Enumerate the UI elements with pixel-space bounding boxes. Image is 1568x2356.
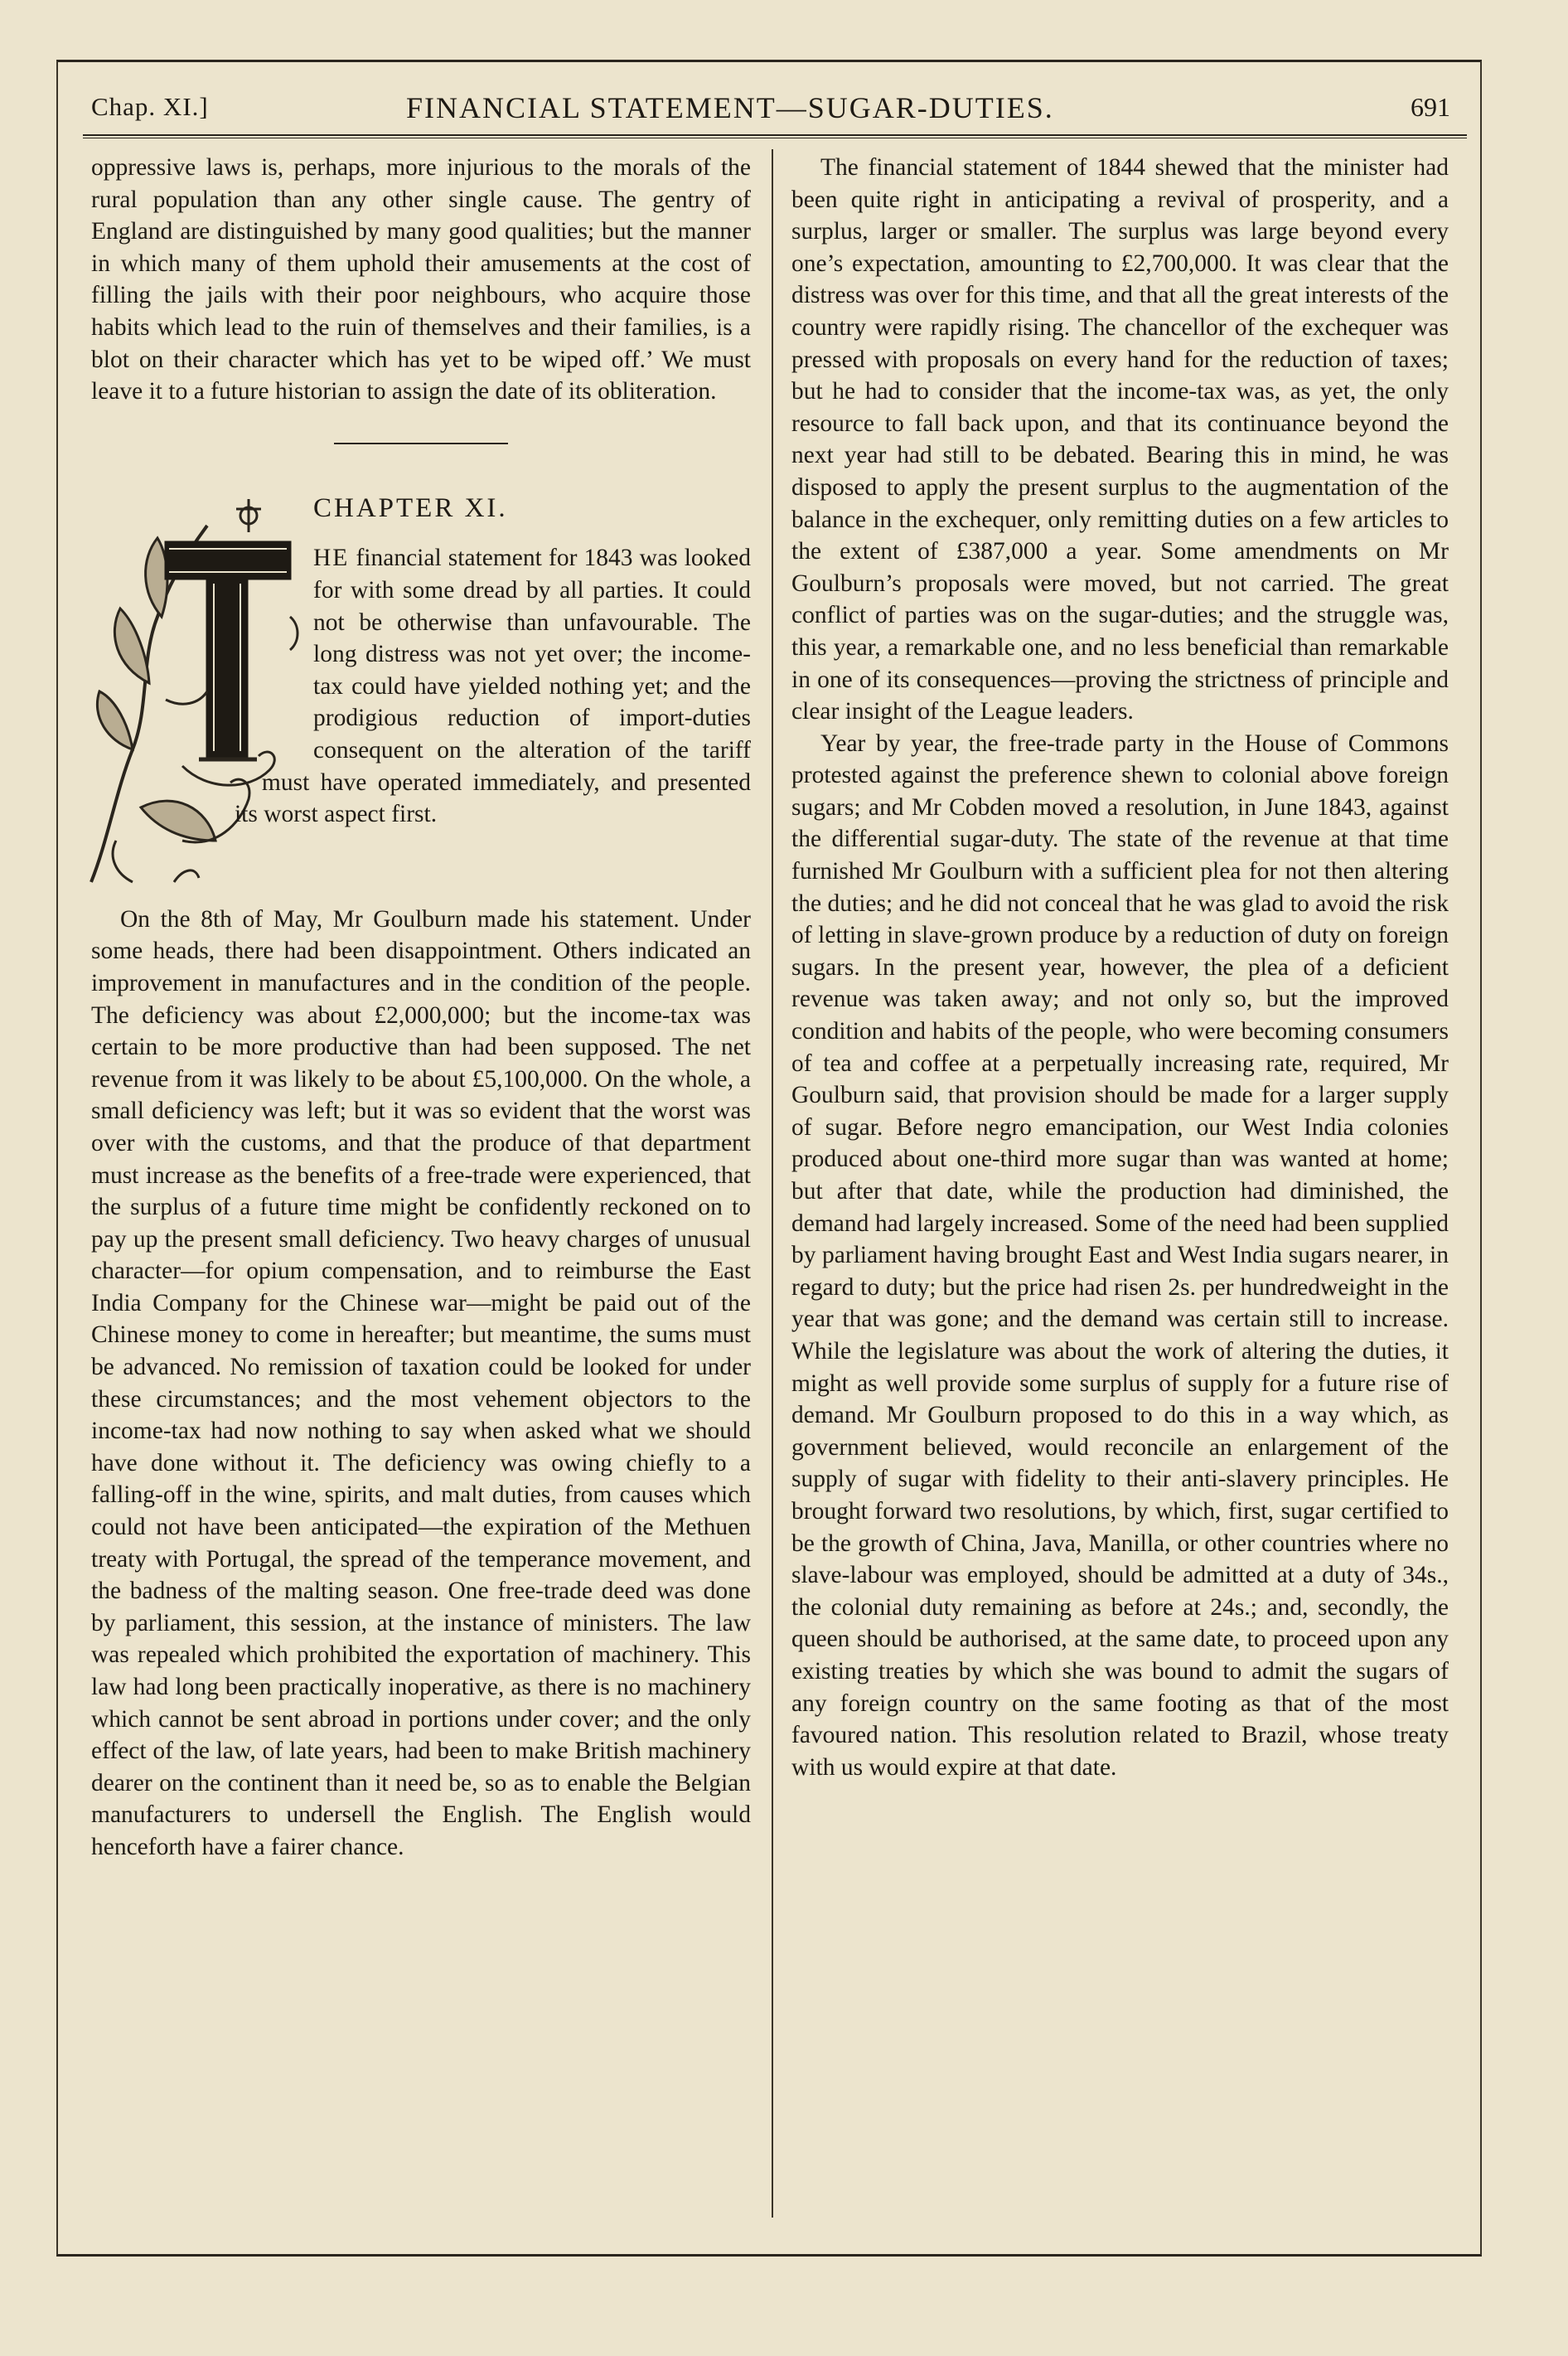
page-number: 691 [1411,92,1450,122]
chapter-heading: CHAPTER XI. [313,492,508,523]
chapter-opening [91,492,751,904]
decorated-initial [83,492,305,904]
running-title: FINANCIAL STATEMENT—SUGAR-DUTIES. [406,91,1054,124]
section-divider [334,443,508,444]
opening-paragraph-text: financial statement for 1843 was looked for with some dread by all parties. It could not be otherwise than unfavourable. The long distress was not yet over; the income-tax could have yielded nothing yet; and the prodigious reduction of import-duties consequent on the alteration of the tariff must have operated immediately, and presented its worst aspect first. [234,545,751,828]
chapter-reference: Chap. XI.] [91,92,209,121]
column-divider [772,149,773,2218]
running-head [91,87,1450,128]
right-column [791,152,1449,1783]
ornamental-initial-icon [83,492,305,904]
opening-word: HE [313,545,350,572]
header-rule [83,134,1467,138]
paragraph: The financial statement of 1844 shewed that the minister had been quite right in anticipating a revival of prosperity, and a surplus, larger or smaller. The surplus was large beyond every one’s expectation, amounting to £2,700,000. It was clear that the distress was over for this time, and that all the great interests of the country were rapidly rising. The chancellor of the exchequer was pressed with proposals on every hand for the reduction of taxes; but he had to consider that the income-tax was, as yet, the only resource to fall back upon, and that its continuance beyond the next year had still to be debated. Bearing this in mind, he was disposed to apply the present surplus to the augmentation of the balance in the exchequer, only remitting duties on a few articles to the extent of £387,000 a year. Some amendments on Mr Goulburn’s proposals were moved, but not carried. The great conflict of parties was on the sugar-duties; and the struggle was, this year, a remarkable one, and no less beneficial than remarkable in one of its consequences—proving the strictness of principle and clear insight of the League leaders. [791,154,1449,725]
continuation-paragraph: oppressive laws is, perhaps, more injurious to the morals of the rural population than any other single cause. The gentry of England are distinguished by many good qualities; but the manner in which many of them uphold their amusements at the cost of filling the jails with their poor neighbours, who acquire those habits which lead to the ruin of themselves and their families, is a blot on their character which has yet to be wiped off.’ We must leave it to a future historian to assign the date of its obliteration. [91,154,751,405]
paragraph: On the 8th of May, Mr Goulburn made his statement. Under some heads, there had been disappointment. Others indicated an improvement in manufactures and in the condition of the people. The deficiency was about £2,000,000; but the income-tax was certain to be more productive than had been supposed. The net revenue from it was likely to be about £5,100,000. On the whole, a small deficiency was left; but it was so evident that the worst was over with the customs, and that the produce of that department must increase as the benefits of a free-trade were experienced, that the surplus of a future time might be confidently reckoned on to pay up the present small deficiency. Two heavy charges of unusual character—for opium compensation, and to reimburse the East India Company for the Chinese war—might be paid out of the Chinese money to come in hereafter; but meantime, the sums must be advanced. No remission of taxation could be looked for under these circumstances; and the most vehement objectors to the income-tax had now nothing to say when asked what we should have done without it. The deficiency was owing chiefly to a falling-off in the wine, spirits, and malt duties, from causes which could not have been anticipated—the expiration of the Methuen treaty with Portugal, the spread of the temperance movement, and the badness of the malting season. One free-trade deed was done by parliament, this session, at the instance of ministers. The law was repealed which prohibited the exportation of machinery. This law had long been practically inoperative, as there is no machinery which cannot be sent abroad in portions under cover; and the only effect of the law, of late years, had been to make British machinery dearer on the continent than it need be, so as to enable the Belgian manufacturers to undersell the English. The English would henceforth have a fairer chance. [91,905,751,1860]
left-column [91,152,751,1864]
paragraph: Year by year, the free-trade party in the House of Commons protested against the preference shewn to colonial above foreign sugars; and Mr Cobden moved a resolution, in June 1843, against the differential sugar-duty. The state of the revenue at that time furnished Mr Goulburn with a sufficient plea for not then altering the duties; and he did not conceal that he was glad to avoid the risk of letting in slave-grown produce by a reduction of duty on foreign sugars. In the present year, however, the plea of a deficient revenue was taken away; and not only so, but the improved condition and habits of the people, who were becoming consumers of tea and coffee at a perpetually increasing rate, required, Mr Goulburn said, that provision should be made for a larger supply of sugar. Before negro emancipation, our West India colonies produced about one-third more sugar than was wanted at home; but after that date, while the production had diminished, the demand had largely increased. Some of the need had been supplied by parliament having brought East and West India sugars nearer, in regard to duty; but the price had risen 2s. per hundredweight in the year that was gone; and the demand was certain still to increase. While the legislature was about the work of altering the duties, it might as well provide some surplus of supply for a future rise of demand. Mr Goulburn proposed to do this in a way which, as government believed, would reconcile an enlargement of the supply of sugar with fidelity to their anti-slavery principles. He brought forward two resolutions, by which, first, sugar certified to be the growth of China, Java, Manilla, or other countries where no slave-labour was employed, should be admitted at a duty of 34s., the colonial duty remaining as before at 24s.; and, secondly, the queen should be authorised, at the same date, to proceed upon any existing treaties by which she was bound to admit the sugars of any foreign country on the same footing as that of the most favoured nation. This resolution related to Brazil, whose treaty with us would expire at that date. [791,730,1449,1781]
